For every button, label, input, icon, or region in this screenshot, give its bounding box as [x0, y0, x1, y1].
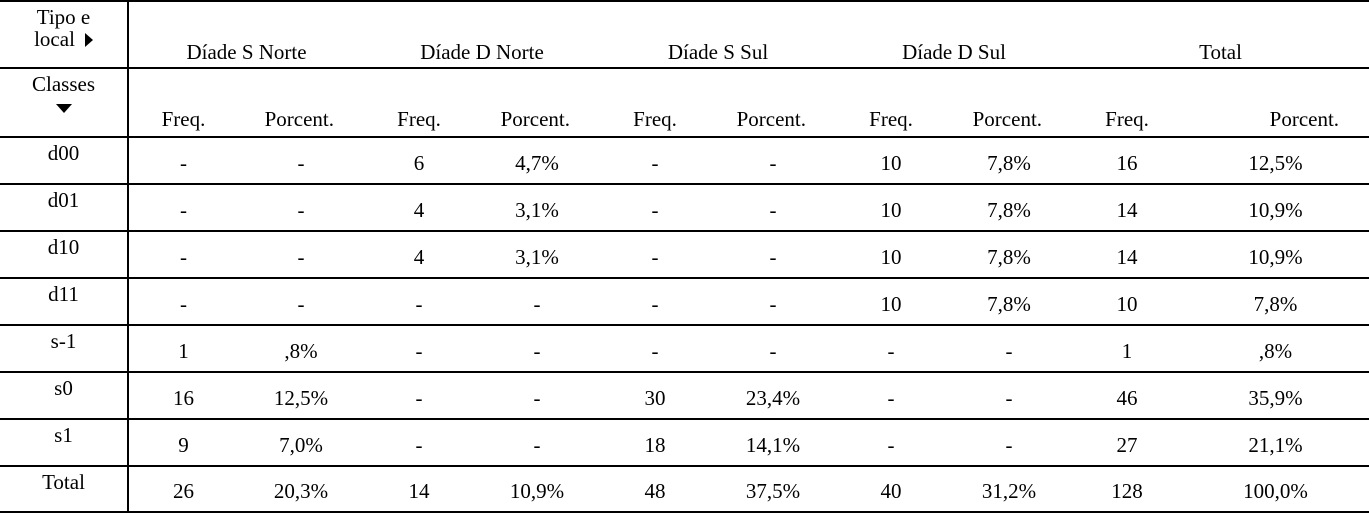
row-label: d10: [0, 231, 128, 278]
percent-cell: -: [474, 325, 600, 372]
percent-cell: 12,5%: [1182, 137, 1369, 184]
freq-cell: 18: [600, 419, 710, 466]
percent-cell: -: [238, 137, 364, 184]
freq-cell: -: [600, 137, 710, 184]
percent-cell: -: [946, 419, 1072, 466]
row-label: s0: [0, 372, 128, 419]
percent-cell: -: [474, 372, 600, 419]
percent-cell: 10,9%: [1182, 184, 1369, 231]
freq-cell: 27: [1072, 419, 1182, 466]
subheader-percent: Porcent.: [946, 68, 1072, 137]
table-row: [0, 419, 1369, 466]
row-label: d00: [0, 137, 128, 184]
corner-header-line-2: [0, 28, 127, 50]
subheader-freq: Freq.: [836, 68, 946, 137]
percent-cell: 14,1%: [710, 419, 836, 466]
table-body: [0, 137, 1369, 512]
percent-cell: 3,1%: [474, 184, 600, 231]
table-row: [0, 325, 1369, 372]
percent-cell: 37,5%: [710, 466, 836, 512]
percent-cell: 7,8%: [946, 137, 1072, 184]
subheader-freq: Freq.: [1072, 68, 1182, 137]
percent-cell: -: [238, 184, 364, 231]
percent-cell: -: [710, 231, 836, 278]
percent-cell: ,8%: [238, 325, 364, 372]
subheader-row: [0, 68, 1369, 137]
percent-cell: 21,1%: [1182, 419, 1369, 466]
freq-cell: 16: [128, 372, 238, 419]
freq-cell: 10: [1072, 278, 1182, 325]
row-label: Total: [0, 466, 128, 512]
percent-cell: 7,8%: [1182, 278, 1369, 325]
freq-cell: -: [600, 231, 710, 278]
subheader-freq: Freq.: [128, 68, 238, 137]
freq-cell: -: [128, 231, 238, 278]
subheader-percent: Porcent.: [1182, 68, 1369, 137]
percent-cell: 20,3%: [238, 466, 364, 512]
row-label: s1: [0, 419, 128, 466]
group-header-diade-d-sul: Díade D Sul: [836, 1, 1072, 68]
percent-cell: -: [710, 137, 836, 184]
percent-cell: 10,9%: [474, 466, 600, 512]
percent-cell: 7,8%: [946, 231, 1072, 278]
percent-cell: 100,0%: [1182, 466, 1369, 512]
percent-cell: -: [946, 372, 1072, 419]
freq-cell: 9: [128, 419, 238, 466]
percent-cell: 4,7%: [474, 137, 600, 184]
group-header-total: Total: [1072, 1, 1369, 68]
freq-cell: 128: [1072, 466, 1182, 512]
percent-cell: -: [946, 325, 1072, 372]
table-row: [0, 278, 1369, 325]
freq-cell: -: [600, 325, 710, 372]
percent-cell: 7,0%: [238, 419, 364, 466]
percent-cell: -: [238, 231, 364, 278]
corner-header-classes-text: Classes: [32, 72, 95, 96]
percent-cell: -: [710, 278, 836, 325]
percent-cell: 35,9%: [1182, 372, 1369, 419]
percent-cell: ,8%: [1182, 325, 1369, 372]
freq-cell: 10: [836, 278, 946, 325]
table-total-row: [0, 466, 1369, 512]
subheader-percent: Porcent.: [238, 68, 364, 137]
freq-cell: 1: [1072, 325, 1182, 372]
group-header-diade-d-norte: Díade D Norte: [364, 1, 600, 68]
percent-cell: 7,8%: [946, 184, 1072, 231]
freq-cell: -: [364, 278, 474, 325]
row-label: s-1: [0, 325, 128, 372]
table-row: [0, 184, 1369, 231]
group-header-diade-s-norte: Díade S Norte: [128, 1, 364, 68]
freq-cell: 30: [600, 372, 710, 419]
percent-cell: -: [238, 278, 364, 325]
corner-header-classes: [0, 68, 128, 137]
freq-cell: 40: [836, 466, 946, 512]
freq-cell: -: [128, 184, 238, 231]
freq-cell: 48: [600, 466, 710, 512]
freq-cell: 14: [364, 466, 474, 512]
triangle-down-icon: [56, 104, 72, 113]
freq-cell: 6: [364, 137, 474, 184]
corner-header-line-2-text: local: [34, 27, 75, 51]
freq-cell: 46: [1072, 372, 1182, 419]
table-row: [0, 372, 1369, 419]
percent-cell: 23,4%: [710, 372, 836, 419]
percent-cell: -: [474, 419, 600, 466]
freq-cell: 1: [128, 325, 238, 372]
freq-cell: 4: [364, 231, 474, 278]
freq-cell: -: [836, 325, 946, 372]
percent-cell: 10,9%: [1182, 231, 1369, 278]
percent-cell: 31,2%: [946, 466, 1072, 512]
freq-cell: -: [600, 184, 710, 231]
corner-header-line-1: Tipo e: [36, 5, 91, 29]
freq-cell: 10: [836, 231, 946, 278]
percent-cell: -: [710, 184, 836, 231]
freq-cell: 14: [1072, 231, 1182, 278]
freq-cell: 16: [1072, 137, 1182, 184]
percent-cell: 3,1%: [474, 231, 600, 278]
triangle-right-icon: [85, 33, 93, 47]
subheader-percent: Porcent.: [710, 68, 836, 137]
corner-header-type-location: [0, 1, 128, 68]
row-label: d01: [0, 184, 128, 231]
freq-cell: 10: [836, 184, 946, 231]
percent-cell: -: [710, 325, 836, 372]
table-row: [0, 231, 1369, 278]
subheader-freq: Freq.: [364, 68, 474, 137]
freq-cell: 10: [836, 137, 946, 184]
freq-cell: -: [128, 278, 238, 325]
freq-cell: 4: [364, 184, 474, 231]
freq-cell: 14: [1072, 184, 1182, 231]
freq-cell: -: [128, 137, 238, 184]
freq-cell: -: [364, 372, 474, 419]
freq-cell: -: [600, 278, 710, 325]
freq-cell: -: [364, 419, 474, 466]
freq-cell: -: [364, 325, 474, 372]
freq-cell: 26: [128, 466, 238, 512]
freq-cell: -: [836, 419, 946, 466]
group-header-diade-s-sul: Díade S Sul: [600, 1, 836, 68]
table-row: [0, 137, 1369, 184]
row-label: d11: [0, 278, 128, 325]
freq-cell: -: [836, 372, 946, 419]
percent-cell: 12,5%: [238, 372, 364, 419]
subheader-percent: Porcent.: [474, 68, 600, 137]
group-header-row: [0, 1, 1369, 68]
percent-cell: 7,8%: [946, 278, 1072, 325]
subheader-freq: Freq.: [600, 68, 710, 137]
percent-cell: -: [474, 278, 600, 325]
